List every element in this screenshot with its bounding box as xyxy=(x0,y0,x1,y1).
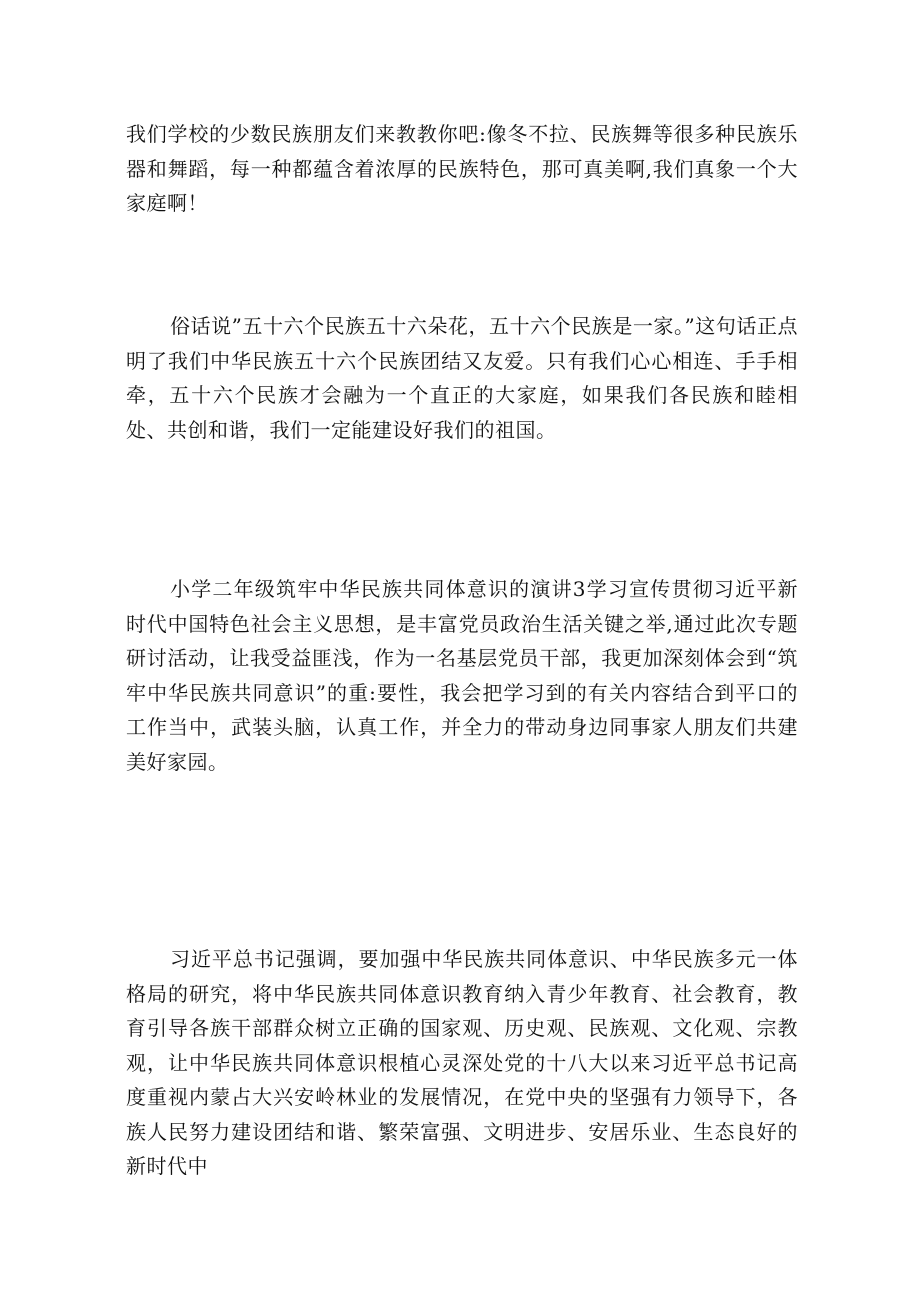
paragraph-4: 习近平总书记强调，要加强中华民族共同体意识、中华民族多元一体格局的研究，将中华民族共同体意识教育纳入青少年教育、社会教育，教育引导各族干部群众树立正确的国家观、历史观、民族观、文化观、宗教观，让中华民族共同体意识根植心灵深处党的十八大以来习近平总书记高度重视内蒙占大兴安岭林业的发展情况，在党中央的坚强有力领导下，各族人民努力建设团结和谐、繁荣富强、文明进步、安居乐业、生态良好的新时代中 xyxy=(126,947,798,1178)
paragraph-1: 我们学校的少数民族朋友们来教教你吧:像冬不拉、民族舞等很多种民族乐器和舞蹈，每一种都蕴含着浓厚的民族特色，那可真美啊,我们真象一个大家庭啊！ xyxy=(126,122,798,215)
paragraph-2: 俗话说”五十六个民族五十六朵花，五十六个民族是一家。”这句话正点明了我们中华民族五十六个民族团结又友爱。只有我们心心相连、手手相牵，五十六个民族才会融为一个直正的大家庭，如果我们各民族和睦相处、共创和谐，我们一定能建设好我们的祖国。 xyxy=(126,314,798,442)
paragraph-3: 小学二年级筑牢中华民族共同体意识的演讲3学习宣传贯彻习近平新时代中国特色社会主义思想，是丰富党员政治生活关键之举,通过此次专题研讨活动，让我受益匪浅，作为一名基层党员干部，我更加深刻体会到“筑牢中华民族共同意识”的重:要性，我会把学习到的有关内容结合到平口的工作当中，武装头脑，认真工作，并全力的带动身边同事家人朋友们共建美好家园。 xyxy=(126,577,798,774)
